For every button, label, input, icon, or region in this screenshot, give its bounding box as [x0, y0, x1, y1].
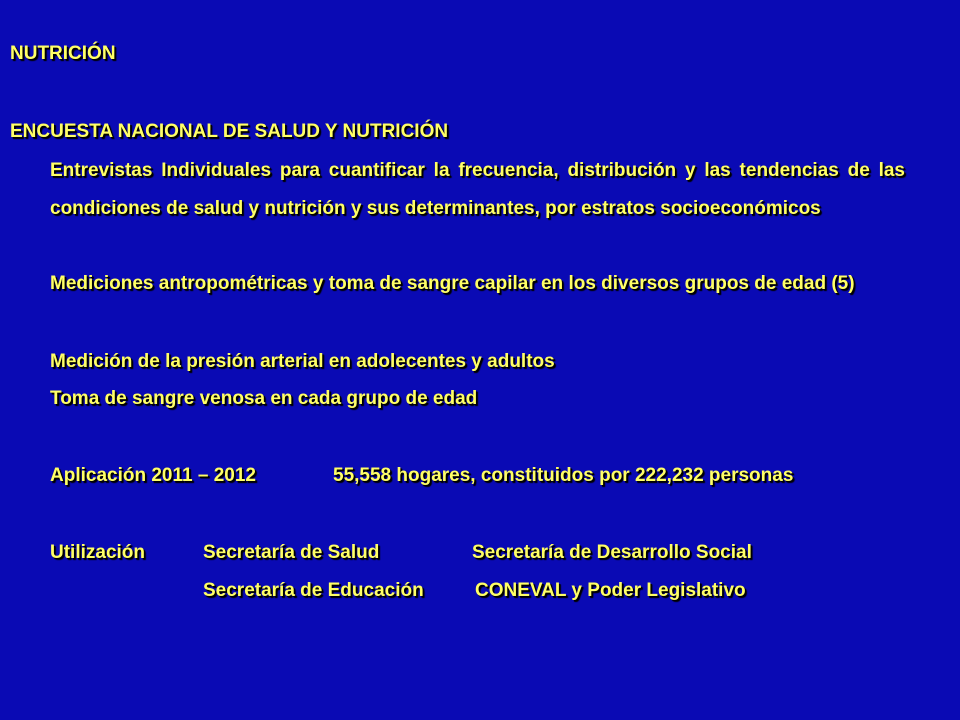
- bullet-interviews: Entrevistas Individuales para cuantificar la frecuencia, distribución y las tendencias de las condiciones de salud y nutrición y sus determinantes, por estratos socioeconómicos: [50, 160, 905, 219]
- entity-educacion: Secretaría de Educación: [203, 580, 424, 601]
- survey-title: ENCUESTA NACIONAL DE SALUD Y NUTRICIÓN: [10, 121, 449, 142]
- application-label: Aplicación 2011 – 2012: [50, 465, 256, 486]
- utilization-label: Utilización: [50, 542, 146, 563]
- section-title: NUTRICIÓN: [10, 43, 116, 64]
- bullet-venous-blood: Toma de sangre venosa en cada grupo de edad: [50, 388, 478, 409]
- entity-coneval: CONEVAL y Poder Legislativo: [475, 580, 746, 601]
- application-value: 55,558 hogares, constituidos por 222,232 personas: [333, 465, 794, 486]
- entity-salud: Secretaría de Salud: [203, 542, 380, 563]
- bullet-blood-pressure: Medición de la presión arterial en adolecentes y adultos: [50, 351, 555, 372]
- bullet-anthropometric: Mediciones antropométricas y toma de sangre capilar en los diversos grupos de edad (5): [50, 273, 855, 294]
- entity-desarrollo-social: Secretaría de Desarrollo Social: [472, 542, 752, 563]
